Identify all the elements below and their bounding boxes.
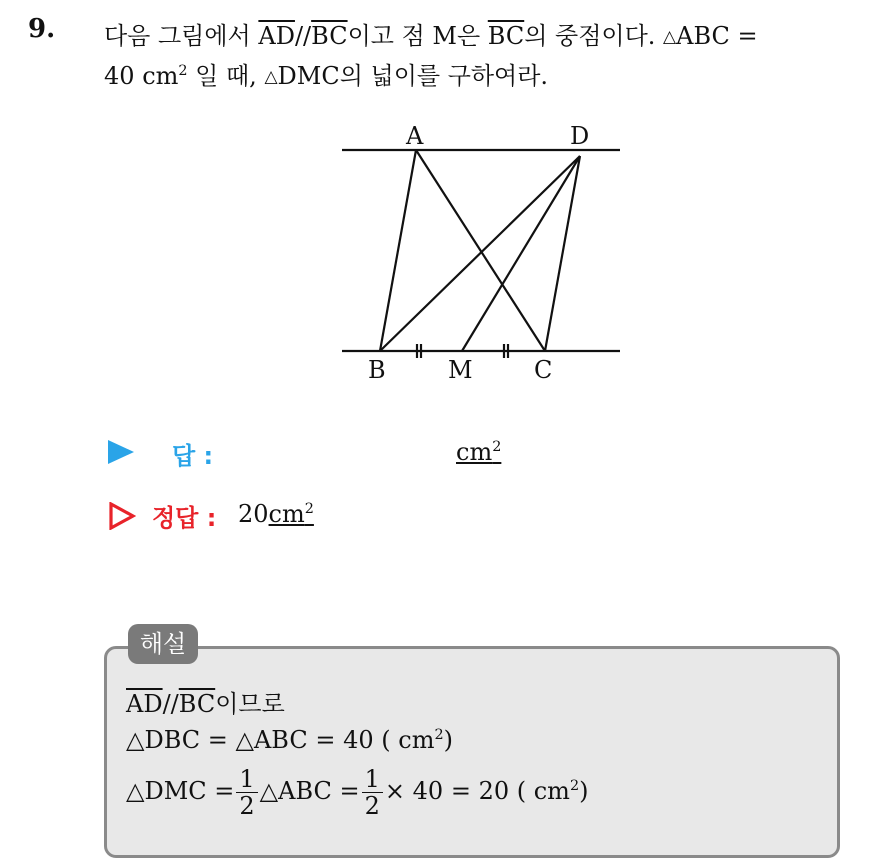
- denominator: 2: [239, 792, 255, 820]
- correct-answer-value: [238, 500, 314, 528]
- question-text: 의 중점이다.: [524, 22, 664, 50]
- solution-equation: △DMC =: [126, 777, 235, 805]
- solution-tab: 해설: [128, 624, 198, 664]
- unit-cm: [269, 500, 314, 528]
- solution-line2: [126, 726, 453, 754]
- label-c: C: [534, 356, 553, 384]
- geometry-diagram: [320, 110, 640, 410]
- solution-line3: [126, 766, 588, 819]
- question-text: 일 때,: [187, 62, 265, 90]
- unit-cm: cm: [142, 62, 179, 90]
- label-m: M: [448, 356, 473, 384]
- answer-number: 20: [238, 500, 269, 528]
- answer-label: 답 :: [172, 442, 214, 470]
- question-number: 9.: [28, 14, 56, 44]
- play-arrow-icon: [108, 440, 134, 464]
- denominator: 2: [364, 792, 380, 820]
- segment-bc: $\overline{BC}$: [178, 690, 216, 718]
- fraction-half: [362, 766, 383, 819]
- correct-answer-label: 정답 :: [152, 504, 217, 532]
- solution-equation: △ABC =: [259, 777, 360, 805]
- label-a: A: [406, 122, 424, 150]
- segment-ad: $\overline{AD}$: [126, 690, 163, 718]
- triangle-symbol: △: [264, 67, 278, 87]
- triangle-symbol: △: [663, 27, 677, 47]
- solution-equation: △DBC = △ABC = 40 ( cm: [126, 726, 435, 754]
- unit-cm: cm: [456, 438, 493, 466]
- closing-paren: ): [443, 726, 454, 754]
- unit-cm-text: cm: [268, 500, 305, 528]
- segment-bc: $\overline{BC}$: [311, 22, 348, 50]
- label-b: B: [368, 356, 386, 384]
- question-text: 이고 점 M은: [347, 22, 488, 50]
- answer-unit: [456, 438, 501, 466]
- unit-exponent: 2: [304, 501, 314, 517]
- parallel-sign: //: [162, 690, 179, 718]
- answer-row: [108, 436, 608, 472]
- question-text: 다음 그림에서: [104, 22, 259, 50]
- question-text-line2: [104, 56, 548, 91]
- numerator: 1: [236, 766, 257, 793]
- area-value: 40: [104, 62, 135, 90]
- unit-exponent: 2: [492, 439, 502, 455]
- unit-exponent: 2: [178, 63, 188, 79]
- parallel-sign: //: [294, 22, 312, 50]
- closing-paren: ): [579, 777, 589, 805]
- segment-ad: $\overline{AD}$: [258, 22, 295, 50]
- question-text: DMC의 넓이를 구하여라.: [277, 62, 549, 90]
- segment-bc: $\overline{BC}$: [487, 22, 525, 50]
- unit-exponent: 2: [434, 727, 444, 743]
- question-text: ABC =: [676, 22, 758, 50]
- unit-exponent: 2: [569, 778, 580, 794]
- solution-text: 이므로: [215, 690, 285, 718]
- outline-arrow-icon: [108, 502, 136, 530]
- label-d: D: [570, 122, 590, 150]
- solution-equation: × 40 = 20 ( cm: [384, 777, 570, 805]
- correct-answer-row: [108, 498, 608, 534]
- numerator: 1: [362, 766, 383, 793]
- fraction-half: [236, 766, 257, 819]
- solution-line1: [126, 684, 285, 719]
- question-text-line1: [104, 16, 758, 51]
